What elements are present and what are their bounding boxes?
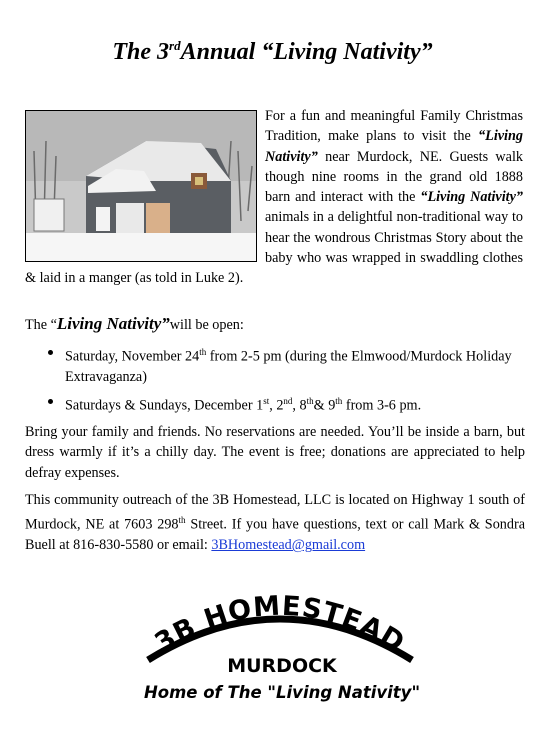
page-title: The 3rdAnnual “Living Nativity” xyxy=(112,38,433,65)
list-item: Saturdays & Sundays, December 1st, 2nd, 8th& 9th from 3-6 pm. xyxy=(25,391,525,416)
list-item: Saturday, November 24th from 2-5 pm (during the Elmwood/Murdock Holiday Extravaganza) xyxy=(25,342,525,387)
contact-paragraph: This community outreach of the 3B Homestead, LLC is located on Highway 1 south of Murdock, NE at 7603 298th Street. If you have questions, text or call Mark & Sondra Buell at 816-830-5580 or email: 3BHomestead@gmail.com xyxy=(25,492,525,554)
logo-top-text: 3B HOMESTEAD xyxy=(149,590,411,660)
homestead-logo xyxy=(140,590,420,710)
email-link[interactable]: 3BHomestead@gmail.com xyxy=(211,537,366,554)
dates-list xyxy=(25,342,525,419)
logo-tagline: Home of The "Living Nativity" xyxy=(143,683,420,702)
intro-paragraph: For a fun and meaningful Family Christmas Tradition, make plans to visit the “Living Nativity” near Murdock, NE. Guests walk though nine rooms in the grand old 1888 barn and interact with the “Living Nativity” animals in a delightful non-traditional way to hear the wondrous Christmas Story about the baby who was wrapped in swaddling clothes & laid in a manger (as told in Luke 2). xyxy=(25,108,523,287)
logo-murdock: MURDOCK xyxy=(227,655,337,677)
info-paragraph: Bring your family and friends. No reservations are needed. You’ll be inside a barn, but dress warmly if it’s a chilly day. The event is free; donations are appreciated to help defray expenses. xyxy=(25,424,525,481)
open-heading: The “Living Nativity”will be open: xyxy=(25,314,244,333)
svg-text:3B HOMESTEAD xyxy=(150,591,411,659)
